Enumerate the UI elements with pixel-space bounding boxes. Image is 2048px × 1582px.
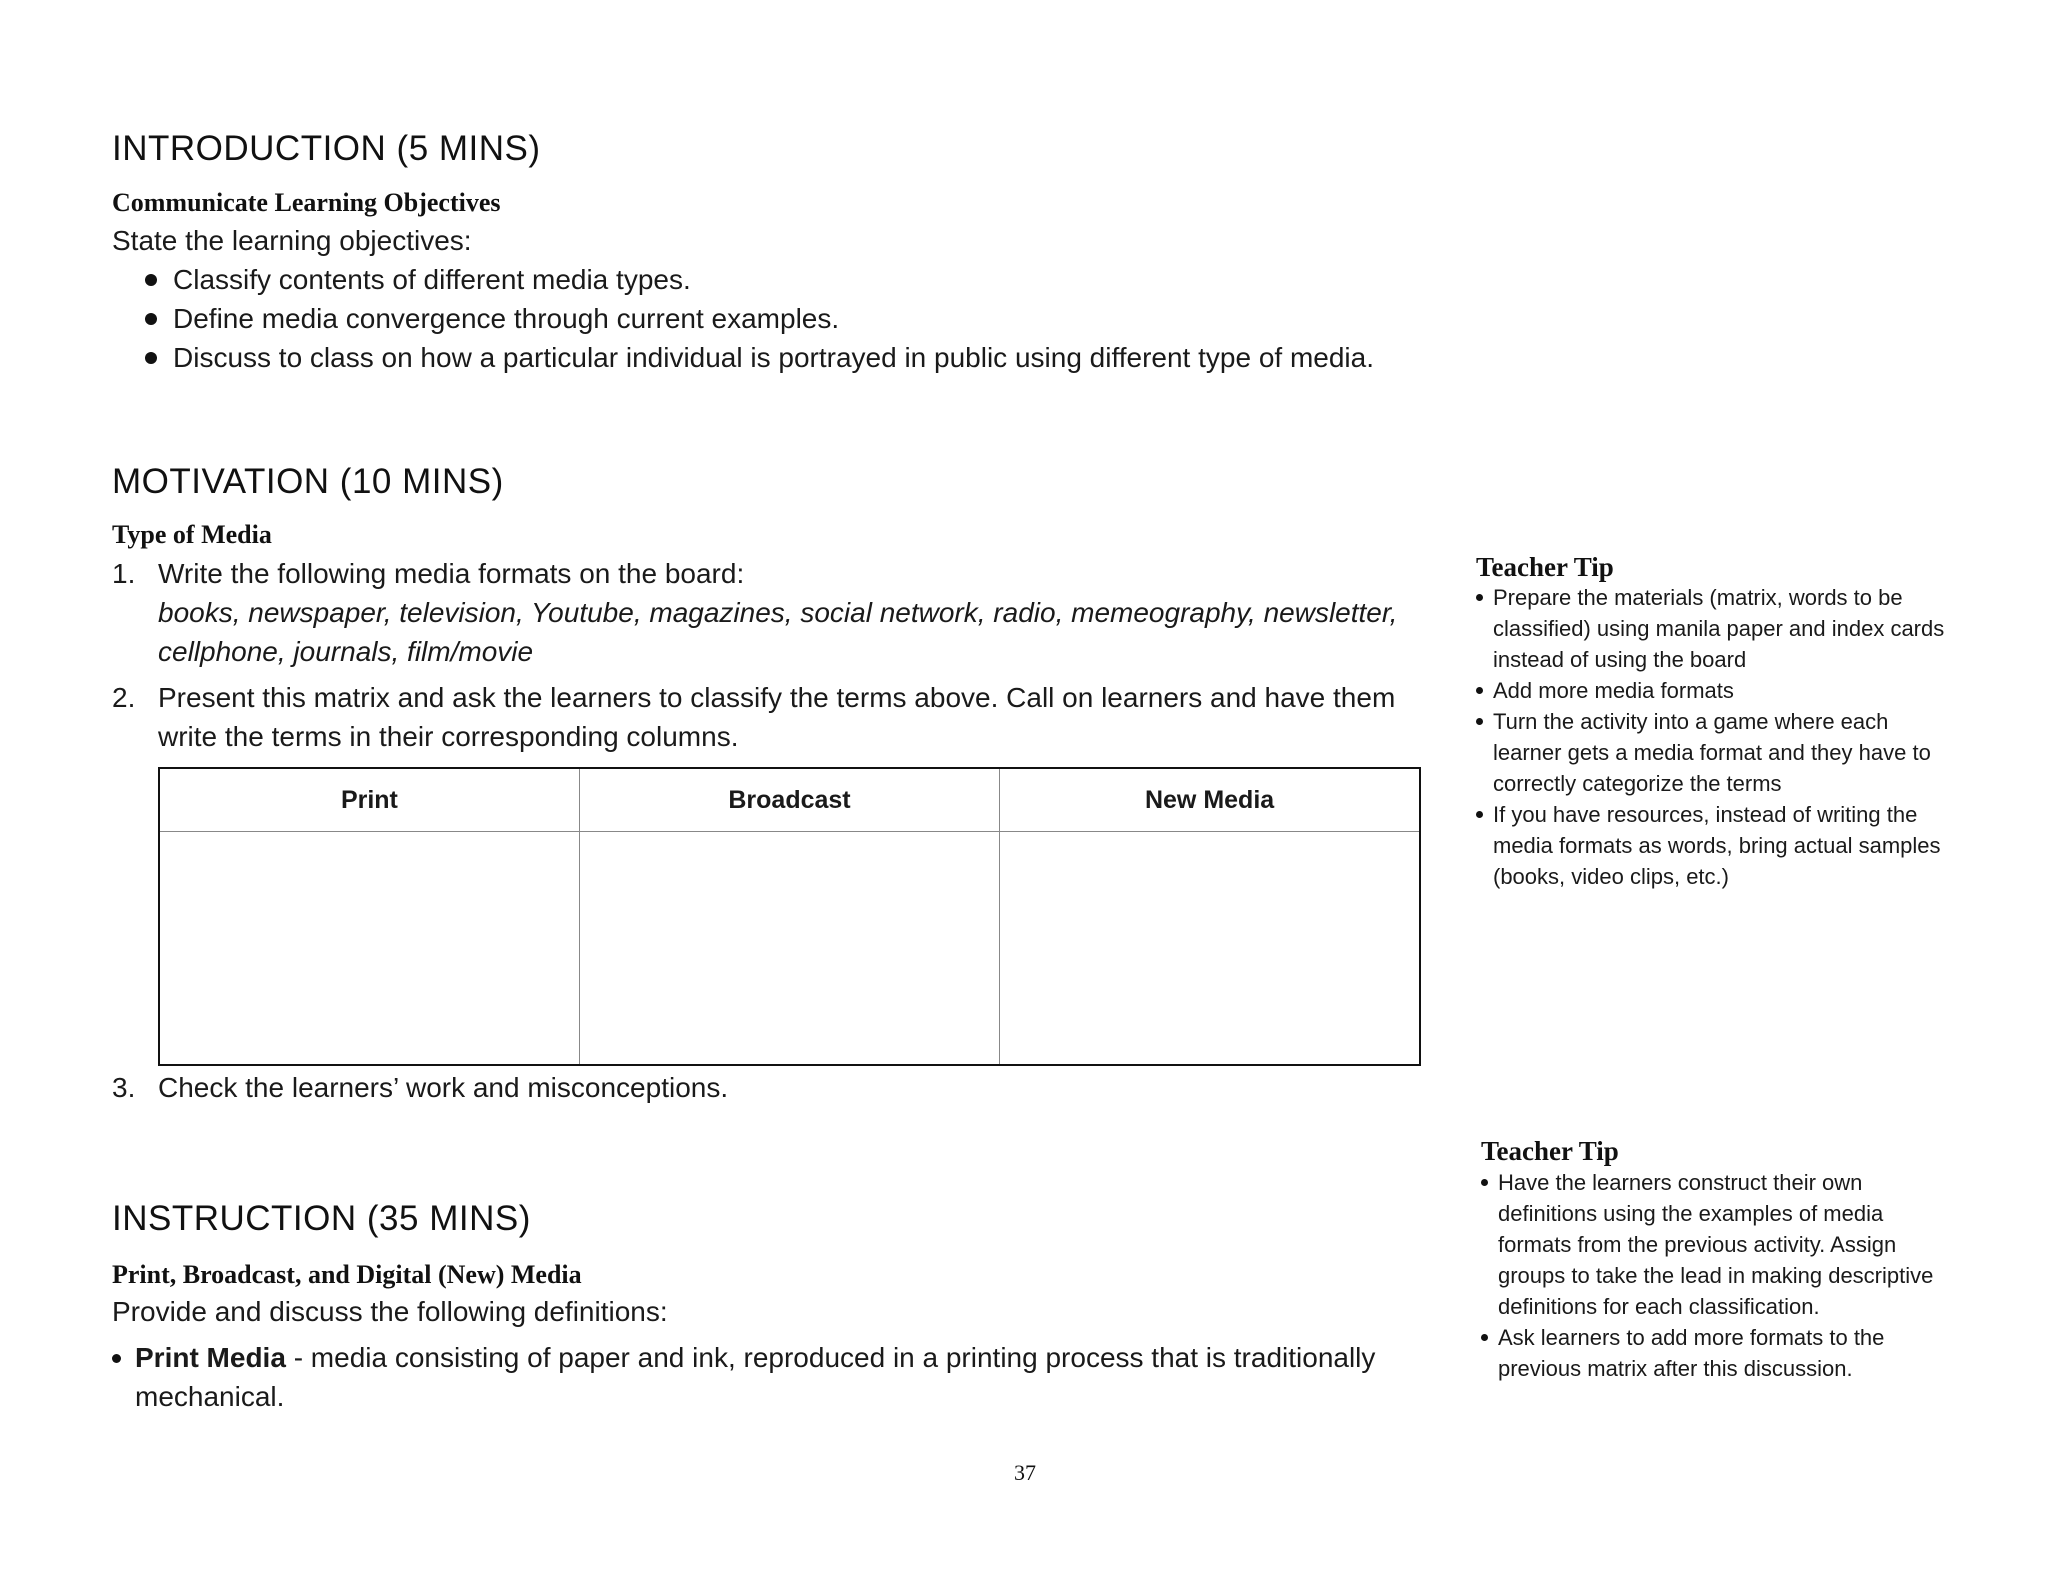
objective-item: Discuss to class on how a particular individual is portrayed in public using different type of media. [141,338,1441,377]
step-text: Check the learners’ work and misconceptions. [158,1072,729,1103]
teacher-tip-1-list [1476,582,1956,892]
page-number: 37 [1014,1460,1036,1485]
matrix-cell-print [159,832,579,1066]
objective-item: Classify contents of different media types. [141,260,1441,299]
step-number: 3. [112,1072,136,1103]
definition-text: - media consisting of paper and ink, reproduced in a printing process that is traditionally mechanical. [135,1342,1376,1412]
matrix-header-print: Print [159,768,579,832]
introduction-subheading: Communicate Learning Objectives [112,188,501,217]
step-text: Present this matrix and ask the learners to classify the terms above. Call on learners and have them write the terms in their corresponding columns. [158,682,1396,752]
motivation-heading: MOTIVATION (10 MINS) [112,462,504,501]
bullet-icon [112,1354,121,1363]
introduction-heading: INTRODUCTION (5 MINS) [112,129,541,168]
instruction-lead: Provide and discuss the following definitions: [112,1296,668,1327]
instruction-subheading: Print, Broadcast, and Digital (New) Media [112,1260,582,1289]
matrix-header-broadcast: Broadcast [579,768,999,832]
motivation-step-3 [112,1068,1442,1107]
classification-matrix [158,767,1421,1066]
introduction-lead: State the learning objectives: [112,225,472,256]
definition-print-media [112,1338,1442,1416]
teacher-tip-2-title: Teacher Tip [1481,1136,1619,1166]
step-text: Write the following media formats on the board: [158,558,745,589]
matrix-cell-new-media [1000,832,1420,1066]
objectives-list [141,260,1441,377]
motivation-step-2 [112,678,1442,756]
definition-term: Print Media [135,1342,286,1373]
media-formats-list: books, newspaper, television, Youtube, magazines, social network, radio, memeography, newsletter, cellphone, journals, film/movie [158,597,1398,667]
objective-item: Define media convergence through current examples. [141,299,1441,338]
tip-item: Have the learners construct their own definitions using the examples of media formats from the previous activity. Assign groups to take the lead in making descriptive definitions for each classification. [1481,1167,1951,1322]
matrix-cell-broadcast [579,832,999,1066]
step-number: 1. [112,558,136,589]
matrix-header-new-media: New Media [1000,768,1420,832]
instruction-heading: INSTRUCTION (35 MINS) [112,1199,531,1238]
teacher-tip-1-title: Teacher Tip [1476,552,1614,582]
step-number: 2. [112,682,136,713]
tip-item: If you have resources, instead of writing the media formats as words, bring actual samples (books, video clips, etc.) [1476,799,1956,892]
tip-item: Prepare the materials (matrix, words to be classified) using manila paper and index cards instead of using the board [1476,582,1956,675]
teacher-tip-2-list [1481,1167,1951,1384]
motivation-subheading: Type of Media [112,520,272,549]
tip-item: Add more media formats [1476,675,1956,706]
tip-item: Turn the activity into a game where each learner gets a media format and they have to correctly categorize the terms [1476,706,1956,799]
tip-item: Ask learners to add more formats to the previous matrix after this discussion. [1481,1322,1951,1384]
motivation-step-1 [112,554,1442,671]
